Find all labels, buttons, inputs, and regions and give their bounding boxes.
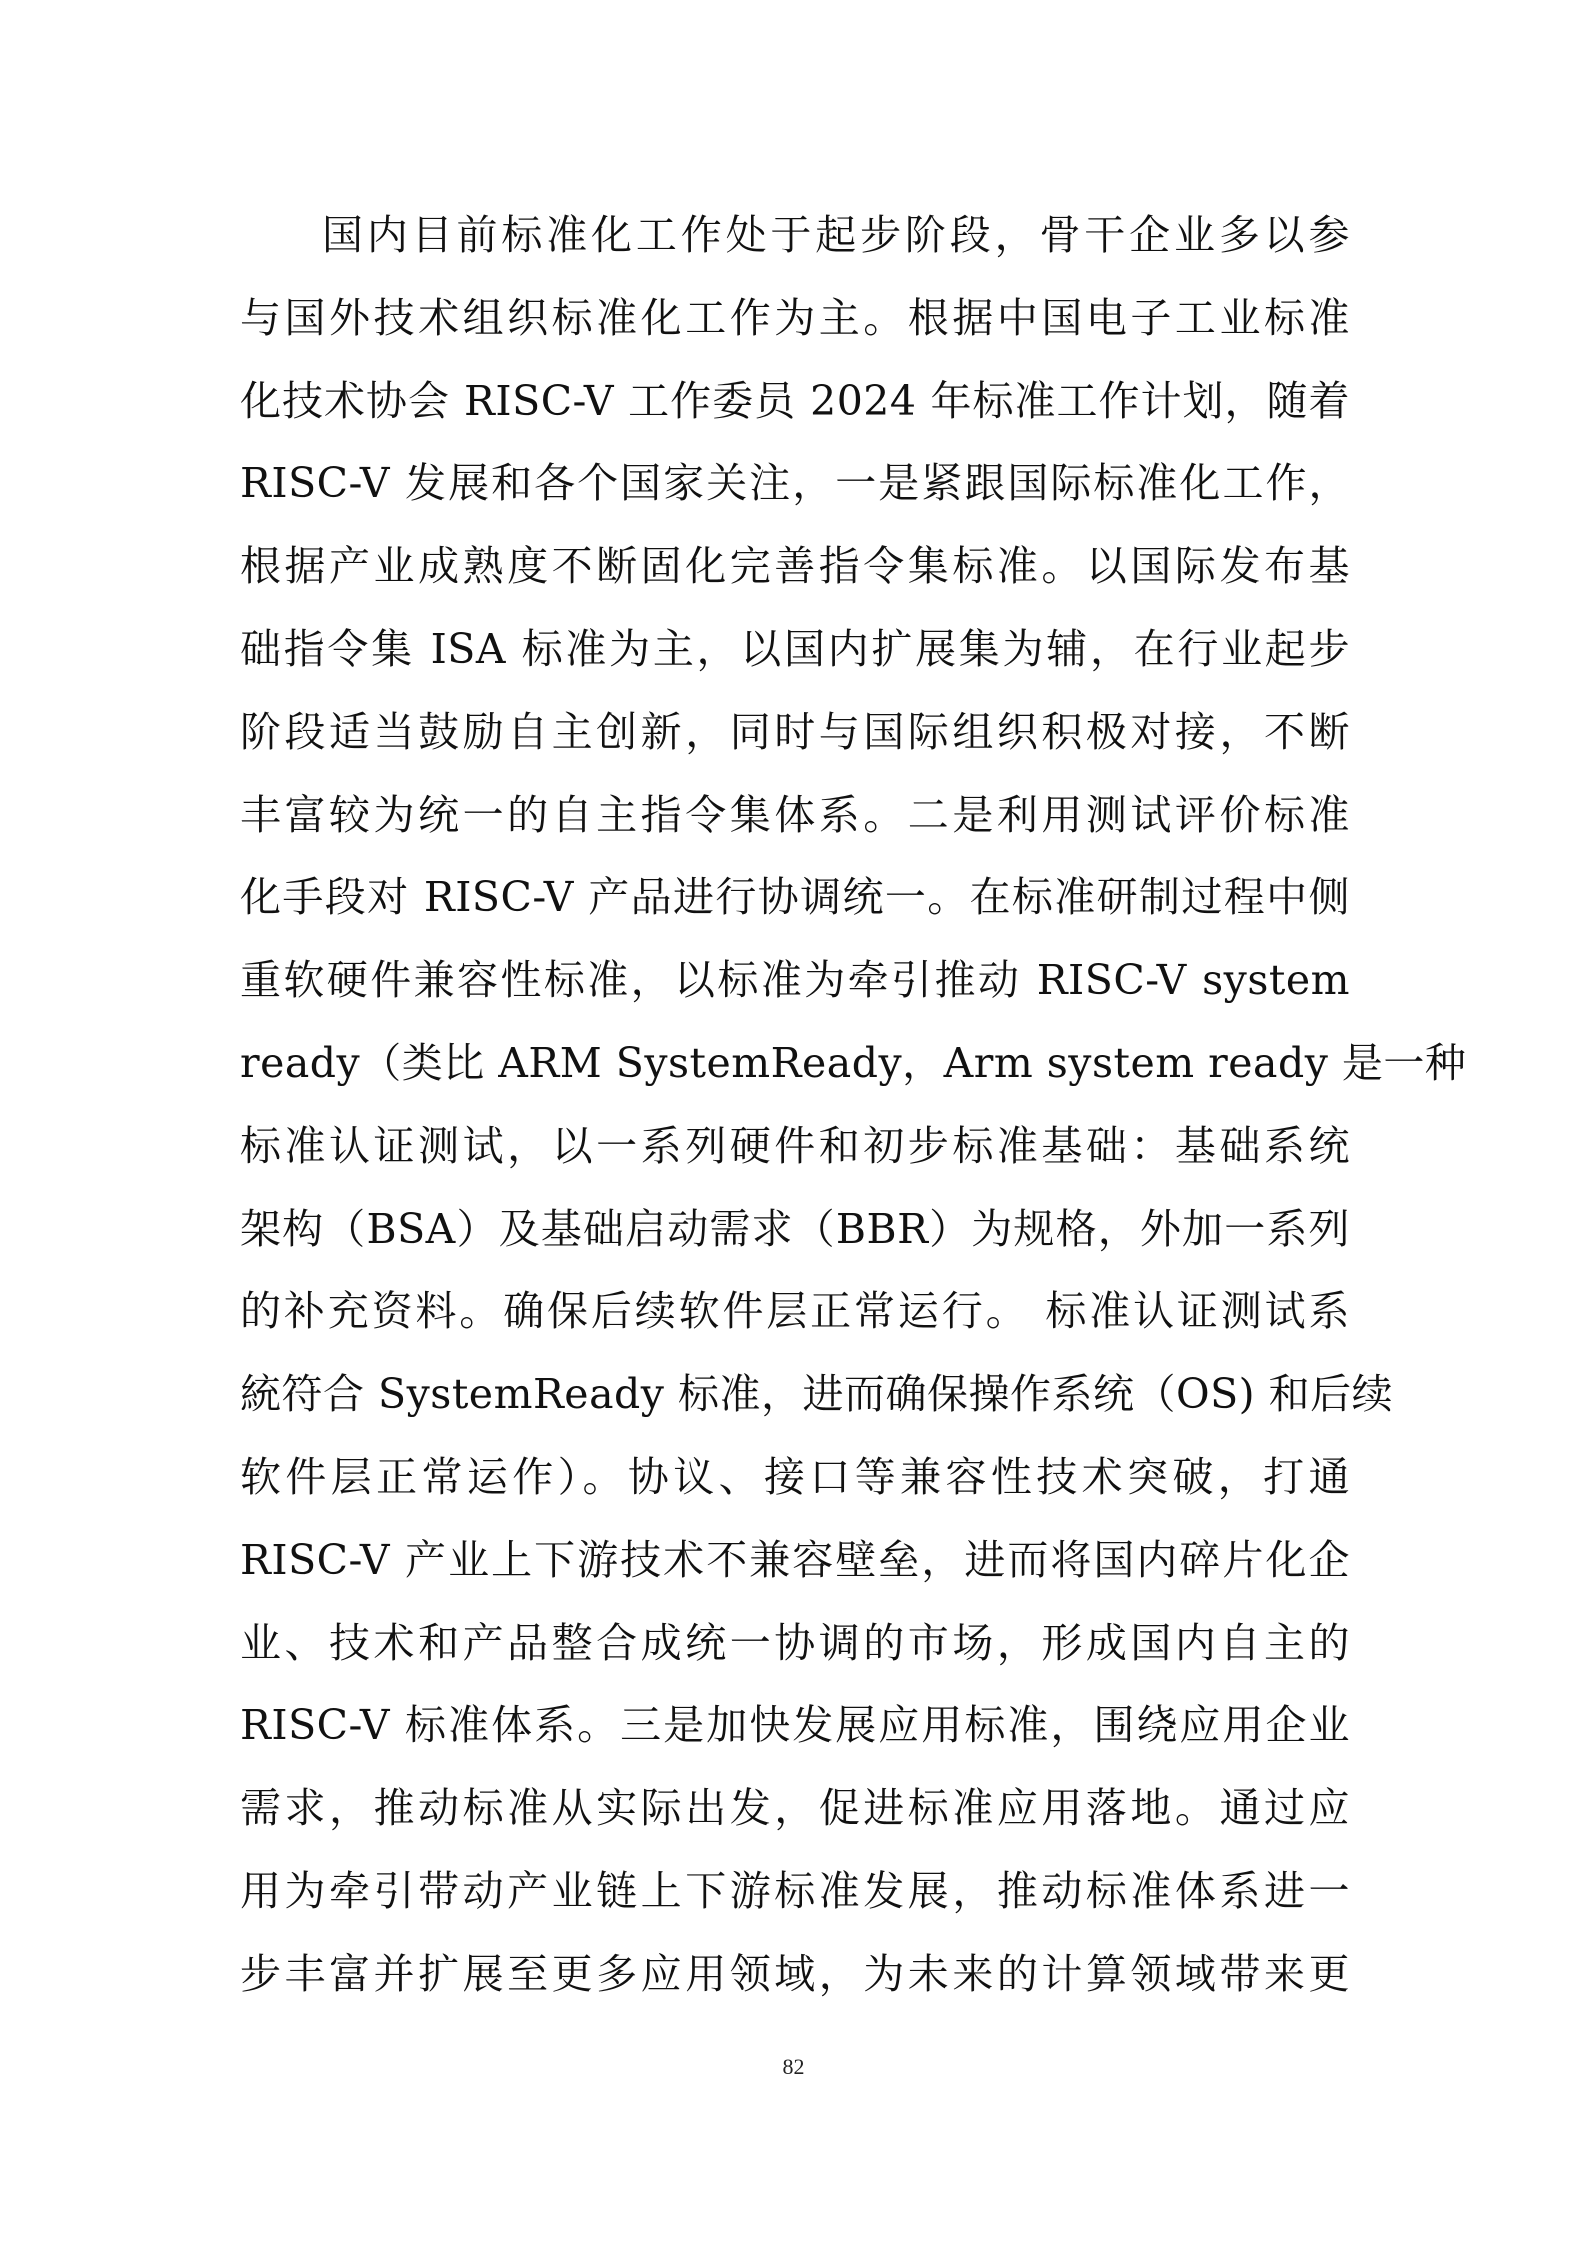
- text-line: 丰富较为统一的自主指令集体系。二是利用测试评价标准: [240, 790, 1350, 839]
- text-line: 国内目前标准化工作处于起步阶段，骨干企业多以参: [322, 211, 1350, 259]
- text-line: 与国外技术组织标准化工作为主。根据中国电子工业标准: [240, 293, 1350, 342]
- text-line: 阶段适当鼓励自主创新，同时与国际组织积极对接，不断: [240, 707, 1350, 756]
- text-line: 的补充资料。确保后续软件层正常运行。 标准认证测试系: [240, 1287, 1350, 1336]
- text-line: 标准认证测试，以一系列硬件和初步标准基础：基础系统: [240, 1121, 1350, 1170]
- text-line: 础指令集 ISA 标准为主，以国内扩展集为辅，在行业起步: [240, 624, 1350, 673]
- page-number: 82: [782, 2054, 805, 2079]
- text-line: RISC-V 产业上下游技术不兼容壁垒，进而将国内碎片化企: [240, 1535, 1350, 1584]
- text-line: 根据产业成熟度不断固化完善指令集标准。以国际发布基: [240, 542, 1350, 591]
- text-line: 步丰富并扩展至更多应用领域，为未来的计算领域带来更: [240, 1949, 1350, 1998]
- text-line: 软件层正常运作）。协议、接口等兼容性技术突破，打通: [240, 1452, 1350, 1501]
- text-line: 需求，推动标准从实际出发，促进标准应用落地。通过应: [240, 1784, 1350, 1833]
- text-line: 化技术协会 RISC-V 工作委员 2024 年标准工作计划，随着: [240, 376, 1350, 425]
- text-line: 架构（BSA）及基础启动需求（BBR）为规格，外加一系列: [240, 1204, 1350, 1253]
- text-line: 业、技术和产品整合成统一协调的市场，形成国内自主的: [240, 1618, 1350, 1667]
- text-line: 用为牵引带动产业链上下游标准发展，推动标准体系进一: [240, 1866, 1350, 1915]
- text-line: RISC-V 发展和各个国家关注，一是紧跟国际标准化工作，: [240, 459, 1350, 508]
- body-paragraph: [240, 203, 1467, 2025]
- text-line: ready（类比 ARM SystemReady，Arm system ready 是一种: [240, 1038, 1467, 1087]
- text-line: 化手段对 RISC-V 产品进行协调统一。在标准研制过程中侧: [240, 873, 1350, 922]
- text-line: RISC-V 标准体系。三是加快发展应用标准，围绕应用企业: [240, 1701, 1350, 1750]
- text-line: 統符合 SystemReady 标准，进而确保操作系统（OS) 和后续: [240, 1370, 1394, 1419]
- text-line: 重软硬件兼容性标准，以标准为牵引推动 RISC-V system: [240, 956, 1350, 1005]
